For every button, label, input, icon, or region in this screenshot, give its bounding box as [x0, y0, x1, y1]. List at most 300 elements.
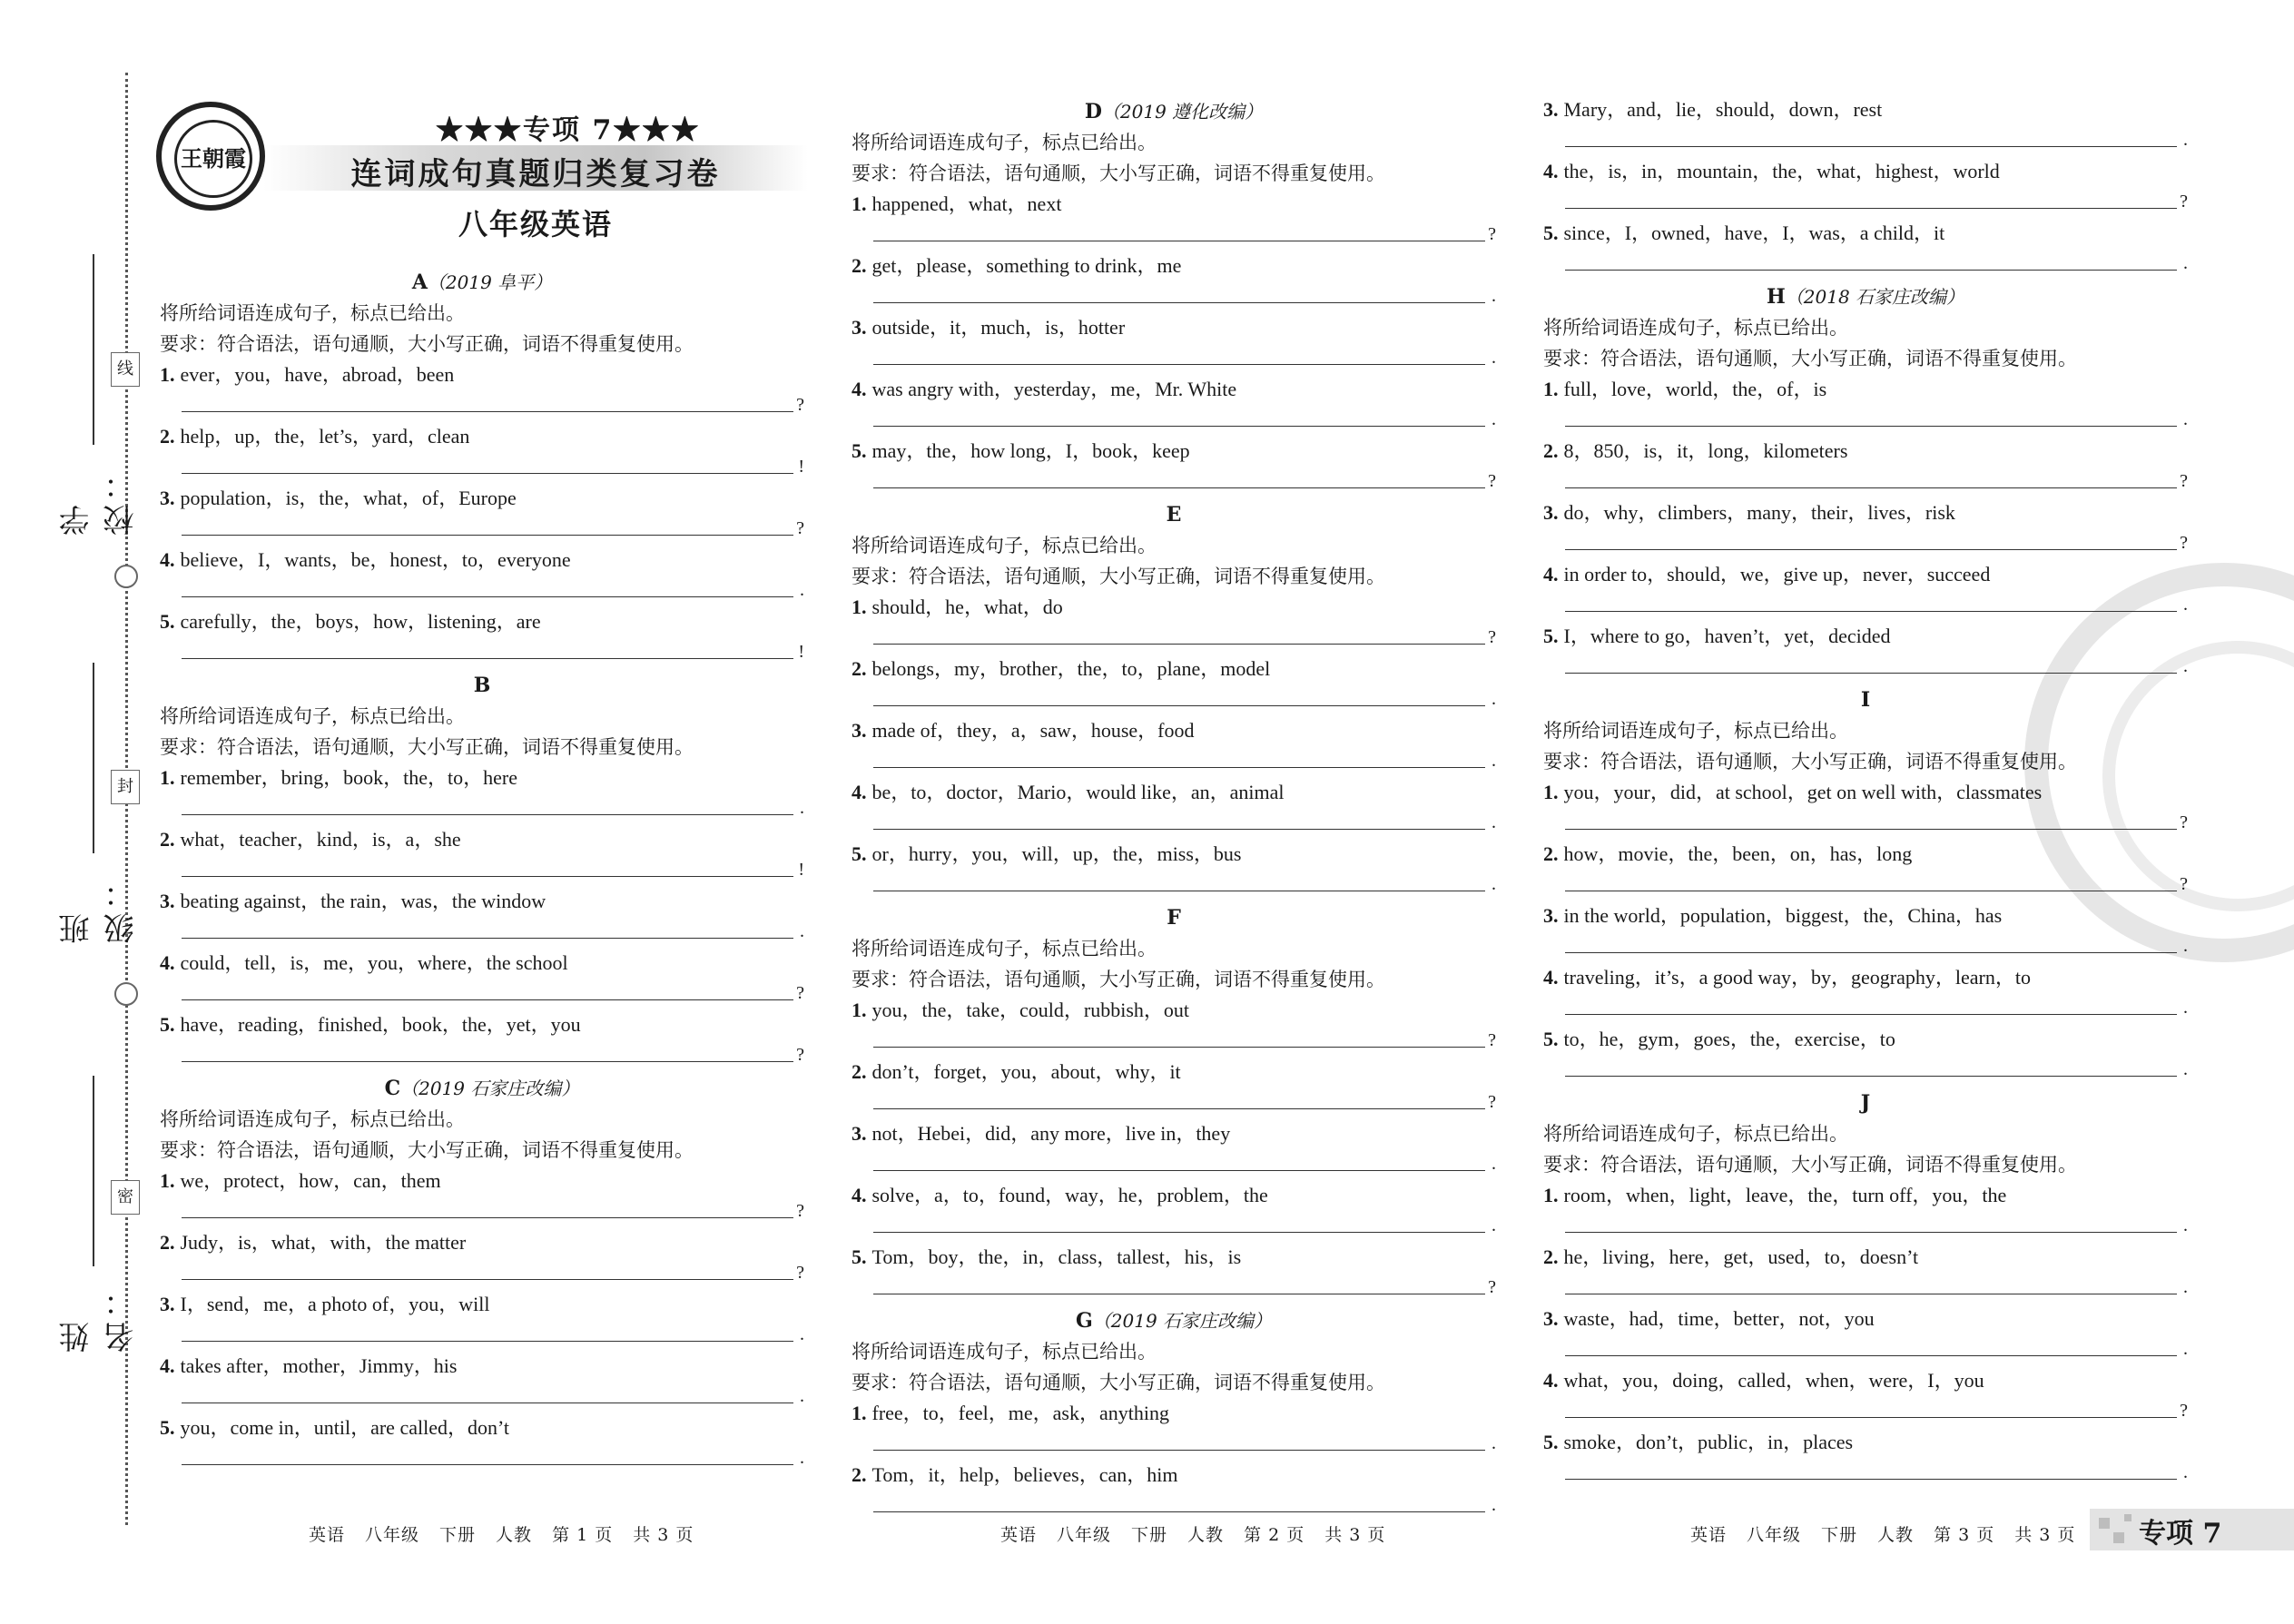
question-prompt	[852, 995, 1496, 1026]
end-punctuation: .	[1492, 348, 1496, 368]
answer-blank[interactable]	[873, 487, 1485, 488]
footer-item: 共 3 页	[2014, 1525, 2076, 1545]
answer-line[interactable]	[1543, 1396, 2188, 1427]
question-prompt	[160, 483, 804, 514]
instruction-text: 将所给词语连成句子，标点已给出。	[1543, 1123, 1848, 1145]
end-punctuation: .	[1492, 1154, 1496, 1174]
end-punctuation: .	[2183, 1277, 2188, 1297]
end-punctuation: .	[800, 580, 804, 600]
question-prompt	[852, 592, 1496, 623]
question-prompt	[160, 824, 804, 855]
section-source: （2019 石家庄改编）	[1092, 1310, 1273, 1332]
answer-line[interactable]	[160, 1443, 804, 1474]
question-words: I，send，me，a photo of，you，will	[180, 1293, 490, 1315]
instruction-text: 将所给词语连成句子，标点已给出。	[852, 1341, 1157, 1363]
section-heading	[160, 670, 804, 701]
answer-blank[interactable]	[182, 876, 793, 877]
requirement-text: 要求：符合语法，语句通顺，大小写正确，词语不得重复使用。	[852, 969, 1385, 990]
instruction-text: 将所给词语连成句子，标点已给出。	[852, 535, 1157, 556]
question-number: 4.	[1543, 563, 1559, 586]
class-label: 班级：	[59, 871, 140, 944]
question-prompt	[160, 886, 804, 917]
question-words: full，love，world，the，of，is	[1563, 378, 1827, 400]
answer-line[interactable]	[1543, 1273, 2188, 1304]
question-prompt	[1543, 901, 2188, 931]
question-number: 2.	[1543, 1245, 1559, 1268]
question-words: 8，850，is，it，long，kilometers	[1563, 439, 1848, 462]
answer-line[interactable]	[1543, 870, 2188, 901]
school-label: 学校：	[59, 463, 140, 536]
footer-page-1	[309, 1521, 714, 1546]
question-number: 5.	[852, 439, 867, 462]
footer-item: 人教	[1187, 1525, 1225, 1545]
end-punctuation: .	[800, 1448, 804, 1468]
answer-blank[interactable]	[182, 814, 793, 815]
footer-item: 八年级	[1057, 1525, 1112, 1545]
answer-blank[interactable]	[873, 1232, 1485, 1233]
answer-blank[interactable]	[182, 1061, 793, 1062]
instruction-text: 将所给词语连成句子，标点已给出。	[852, 938, 1157, 960]
question-number: 3.	[160, 890, 175, 912]
answer-line[interactable]	[852, 1149, 1496, 1180]
question-number: 2.	[852, 657, 867, 680]
question-prompt	[1543, 1304, 2188, 1334]
question-prompt	[160, 606, 804, 637]
question-prompt	[160, 763, 804, 793]
question-number: 5.	[852, 842, 867, 865]
question-number: 1.	[852, 192, 867, 215]
answer-line[interactable]	[160, 793, 804, 824]
question-number: 2.	[160, 1231, 175, 1254]
question-number: 4.	[1543, 1369, 1559, 1392]
end-punctuation: ?	[2180, 812, 2188, 832]
question-number: 4.	[852, 1184, 867, 1206]
answer-line[interactable]	[160, 1040, 804, 1071]
question-prompt	[160, 545, 804, 576]
footer-item: 英语	[309, 1525, 346, 1545]
question-number: 5.	[160, 1416, 175, 1439]
question-words: was angry with，yesterday，me，Mr. White	[871, 378, 1237, 400]
question-prompt	[160, 1289, 804, 1320]
question-prompt	[1543, 374, 2188, 405]
question-number: 2.	[852, 254, 867, 277]
question-number: 3.	[1543, 904, 1559, 927]
question-words: happened，what，next	[871, 192, 1062, 215]
section-letter: F	[1167, 906, 1181, 930]
column-2	[852, 94, 1496, 1521]
answer-blank[interactable]	[1565, 549, 2177, 550]
end-punctuation: .	[800, 1324, 804, 1344]
answer-line[interactable]	[160, 917, 804, 948]
question-number: 3.	[852, 316, 867, 339]
question-words: not，Hebei，did，any more，live in，they	[871, 1122, 1231, 1145]
question-prompt	[1543, 621, 2188, 652]
answer-line[interactable]	[852, 808, 1496, 839]
question-number: 5.	[160, 1013, 175, 1036]
section-heading	[1543, 1088, 2188, 1118]
end-punctuation: .	[2183, 1339, 2188, 1359]
question-words: belongs，my，brother，the，to，plane，model	[871, 657, 1271, 680]
footer-item: 共 3 页	[633, 1525, 694, 1545]
end-punctuation: ?	[1488, 1092, 1496, 1112]
question-prompt	[1543, 1427, 2188, 1458]
section-heading	[852, 96, 1496, 127]
answer-line[interactable]	[1543, 931, 2188, 962]
requirement-text: 要求：符合语法，语句通顺，大小写正确，词语不得重复使用。	[1543, 1154, 2077, 1176]
binding-hole	[114, 565, 138, 588]
question-prompt	[852, 654, 1496, 684]
class-line	[93, 663, 94, 853]
question-words: Tom，it，help，believes，can，him	[871, 1463, 1178, 1486]
end-punctuation: .	[1492, 1495, 1496, 1515]
section-heading	[160, 267, 804, 298]
question-words: should，he，what，do	[871, 595, 1063, 618]
question-words: beating against，the rain，was，the window	[180, 890, 546, 912]
end-punctuation: ?	[796, 1201, 804, 1221]
answer-line[interactable]	[160, 514, 804, 545]
answer-line[interactable]	[852, 343, 1496, 374]
answer-blank[interactable]	[873, 767, 1485, 768]
end-punctuation: !	[798, 457, 804, 477]
seal-char-secret: 密	[111, 1180, 140, 1215]
answer-blank[interactable]	[182, 535, 793, 536]
question-number: 3.	[1543, 501, 1559, 524]
answer-blank[interactable]	[873, 426, 1485, 427]
section-letter: I	[1860, 688, 1871, 712]
footer-item: 第 1 页	[552, 1525, 614, 1545]
answer-line[interactable]	[1543, 993, 2188, 1024]
section-heading	[1543, 684, 2188, 715]
topic-badge-text: 专项 7	[2139, 1518, 2222, 1550]
answer-blank[interactable]	[873, 829, 1485, 830]
question-number: 3.	[160, 1293, 175, 1315]
answer-blank[interactable]	[873, 364, 1485, 365]
answer-blank[interactable]	[1565, 146, 2177, 147]
end-punctuation: ?	[1488, 224, 1496, 244]
end-punctuation: .	[800, 798, 804, 818]
answer-blank[interactable]	[873, 302, 1485, 303]
answer-blank[interactable]	[1565, 1014, 2177, 1015]
answer-line[interactable]	[852, 1211, 1496, 1242]
answer-blank[interactable]	[1565, 1076, 2177, 1077]
question-prompt	[852, 1398, 1496, 1429]
question-words: or，hurry，you，will，up，the，miss，bus	[871, 842, 1242, 865]
question-words: made of，they，a，saw，house，food	[871, 719, 1195, 742]
instruction-text: 将所给词语连成句子，标点已给出。	[852, 132, 1157, 153]
question-prompt	[1543, 497, 2188, 528]
answer-line[interactable]	[852, 684, 1496, 715]
answer-blank[interactable]	[1565, 611, 2177, 612]
question-prompt	[852, 1460, 1496, 1491]
answer-line[interactable]	[160, 390, 804, 421]
answer-line[interactable]	[852, 746, 1496, 777]
end-punctuation: ?	[2180, 533, 2188, 553]
answer-line[interactable]	[1543, 652, 2188, 683]
question-words: Judy，is，what，with，the matter	[180, 1231, 467, 1254]
end-punctuation: ?	[1488, 1277, 1496, 1297]
question-number: 1.	[160, 766, 175, 789]
footer-item: 八年级	[1747, 1525, 1802, 1545]
end-punctuation: ?	[1488, 1030, 1496, 1050]
footer-item: 第 3 页	[1934, 1525, 1995, 1545]
answer-line[interactable]	[160, 979, 804, 1009]
footer-item: 人教	[496, 1525, 533, 1545]
answer-line[interactable]	[852, 1088, 1496, 1118]
end-punctuation: ?	[2180, 1401, 2188, 1421]
end-punctuation: .	[2183, 1216, 2188, 1235]
answer-blank[interactable]	[182, 938, 793, 939]
question-prompt	[160, 1009, 804, 1040]
answer-line[interactable]	[1543, 1055, 2188, 1086]
instruction-text: 将所给词语连成句子，标点已给出。	[1543, 720, 1848, 742]
answer-blank[interactable]	[1565, 673, 2177, 674]
answer-blank[interactable]	[1565, 829, 2177, 830]
question-words: have，reading，finished，book，the，yet，you	[180, 1013, 581, 1036]
question-words: free，to，feel，me，ask，anything	[871, 1402, 1169, 1424]
school-line	[93, 254, 94, 445]
instruction-text: 将所给词语连成句子，标点已给出。	[160, 302, 465, 324]
end-punctuation: ?	[2180, 874, 2188, 894]
end-punctuation: ?	[796, 983, 804, 1003]
answer-blank[interactable]	[182, 411, 793, 412]
answer-line[interactable]	[852, 1429, 1496, 1460]
question-prompt	[1543, 94, 2188, 125]
seal-char-seal: 封	[111, 770, 140, 804]
answer-line[interactable]	[160, 576, 804, 606]
answer-blank[interactable]	[873, 1511, 1485, 1512]
answer-blank[interactable]	[182, 1341, 793, 1342]
answer-blank[interactable]	[182, 1464, 793, 1465]
topic-tag: ★★★专项 7★★★	[436, 114, 701, 146]
requirement-text: 要求：符合语法，语句通顺，大小写正确，词语不得重复使用。	[852, 566, 1385, 587]
answer-line[interactable]	[160, 1382, 804, 1412]
answer-line[interactable]	[1543, 808, 2188, 839]
answer-line[interactable]	[1543, 405, 2188, 436]
section-letter: A	[411, 271, 428, 294]
answer-line[interactable]	[160, 1196, 804, 1227]
end-punctuation: ?	[796, 518, 804, 538]
answer-line[interactable]	[1543, 187, 2188, 218]
question-prompt	[160, 421, 804, 452]
answer-blank[interactable]	[1565, 487, 2177, 488]
question-prompt	[852, 436, 1496, 467]
question-words: the，is，in，mountain，the，what，highest，world	[1563, 160, 2000, 182]
section-letter: E	[1166, 503, 1182, 527]
requirement-text: 要求：符合语法，语句通顺，大小写正确，词语不得重复使用。	[852, 1372, 1385, 1393]
answer-blank[interactable]	[873, 644, 1485, 645]
question-prompt	[160, 1166, 804, 1196]
footer-item: 英语	[1690, 1525, 1728, 1545]
question-number: 5.	[852, 1245, 867, 1268]
question-prompt	[1543, 156, 2188, 187]
question-words: carefully，the，boys，how，listening，are	[180, 610, 541, 633]
question-prompt	[852, 1118, 1496, 1149]
question-number: 2.	[160, 425, 175, 448]
question-number: 2.	[852, 1463, 867, 1486]
answer-line[interactable]	[852, 870, 1496, 901]
question-words: what，teacher，kind，is，a，she	[180, 828, 461, 851]
footer-page-2	[1000, 1521, 1405, 1546]
answer-blank[interactable]	[1565, 1232, 2177, 1233]
requirement-text: 要求：符合语法，语句通顺，大小写正确，词语不得重复使用。	[160, 1139, 694, 1161]
end-punctuation: .	[1492, 874, 1496, 894]
requirement-text: 要求：符合语法，语句通顺，大小写正确，词语不得重复使用。	[160, 333, 694, 355]
answer-line[interactable]	[1543, 1211, 2188, 1242]
answer-line[interactable]	[1543, 467, 2188, 497]
badge-decor	[2124, 1514, 2132, 1521]
question-number: 1.	[160, 363, 175, 386]
answer-line[interactable]	[852, 623, 1496, 654]
question-number: 1.	[852, 1402, 867, 1424]
question-number: 1.	[852, 999, 867, 1021]
answer-line[interactable]	[160, 637, 804, 668]
answer-line[interactable]	[1543, 528, 2188, 559]
answer-blank[interactable]	[182, 1217, 793, 1218]
question-words: outside，it，much，is，hotter	[871, 316, 1126, 339]
question-words: believe，I，wants，be，honest，to，everyone	[180, 548, 571, 571]
question-prompt	[160, 359, 804, 390]
answer-blank[interactable]	[182, 596, 793, 597]
answer-line[interactable]	[1543, 249, 2188, 280]
question-prompt	[852, 715, 1496, 746]
question-number: 4.	[160, 1354, 175, 1377]
answer-blank[interactable]	[873, 1450, 1485, 1451]
end-punctuation: .	[2183, 595, 2188, 615]
section-source: （2019 阜平）	[427, 271, 553, 293]
requirement-text: 要求：符合语法，语句通顺，大小写正确，词语不得重复使用。	[1543, 751, 2077, 773]
question-words: you，come in，until，are called，don’t	[180, 1416, 510, 1439]
section-heading	[852, 1305, 1496, 1336]
answer-blank[interactable]	[182, 999, 793, 1000]
column-3	[1543, 94, 2188, 1489]
question-words: waste，had，time，better，not，you	[1563, 1307, 1875, 1330]
question-words: do，why，climbers，many，their，lives，risk	[1563, 501, 1955, 524]
answer-blank[interactable]	[1565, 270, 2177, 271]
question-number: 1.	[160, 1169, 175, 1192]
section-source: （2019 遵化改编）	[1101, 101, 1264, 123]
answer-line[interactable]	[160, 1258, 804, 1289]
requirement-text: 要求：符合语法，语句通顺，大小写正确，词语不得重复使用。	[1543, 348, 2077, 369]
footer-item: 英语	[1000, 1525, 1038, 1545]
answer-line[interactable]	[852, 220, 1496, 251]
question-words: population，is，the，what，of，Europe	[180, 487, 517, 509]
question-number: 1.	[1543, 781, 1559, 803]
section-heading	[1543, 281, 2188, 312]
question-number: 4.	[852, 781, 867, 803]
answer-blank[interactable]	[1565, 208, 2177, 209]
question-number: 3.	[852, 1122, 867, 1145]
answer-line[interactable]	[1543, 125, 2188, 156]
answer-blank[interactable]	[182, 473, 793, 474]
question-prompt	[160, 948, 804, 979]
answer-line[interactable]	[852, 467, 1496, 497]
end-punctuation: ?	[2180, 192, 2188, 212]
publisher-logo	[156, 102, 265, 211]
section-letter: G	[1075, 1309, 1093, 1333]
footer-item: 下册	[1821, 1525, 1858, 1545]
answer-blank[interactable]	[873, 1108, 1485, 1109]
answer-blank[interactable]	[1565, 952, 2177, 953]
question-words: could，tell，is，me，you，where，the school	[180, 951, 568, 974]
logo-text: 王朝霞	[174, 120, 252, 198]
question-words: traveling，it’s，a good way，by，geography，learn，to	[1563, 966, 2031, 989]
question-number: 5.	[160, 610, 175, 633]
section-source: （2019 石家庄改编）	[400, 1078, 580, 1099]
answer-line[interactable]	[852, 1491, 1496, 1521]
end-punctuation: .	[1492, 1433, 1496, 1453]
question-prompt	[852, 312, 1496, 343]
answer-blank[interactable]	[1565, 426, 2177, 427]
answer-line[interactable]	[1543, 590, 2188, 621]
section-letter: B	[473, 674, 491, 697]
answer-blank[interactable]	[182, 1279, 793, 1280]
section-heading	[852, 499, 1496, 530]
answer-line[interactable]	[1543, 1458, 2188, 1489]
answer-blank[interactable]	[873, 1047, 1485, 1048]
question-words: how，movie，the，been，on，has，long	[1563, 842, 1913, 865]
answer-line[interactable]	[852, 1273, 1496, 1304]
question-number: 1.	[1543, 1184, 1559, 1206]
section-letter: J	[1860, 1091, 1871, 1115]
name-label: 姓名：	[59, 1280, 140, 1353]
answer-blank[interactable]	[182, 658, 793, 659]
footer-item: 下册	[1131, 1525, 1168, 1545]
answer-blank[interactable]	[1565, 1479, 2177, 1480]
answer-line[interactable]	[852, 1026, 1496, 1057]
question-words: what，you，doing，called，when，were，I，you	[1563, 1369, 1984, 1392]
question-words: since，I，owned，have，I，was，a child，it	[1563, 221, 1945, 244]
question-prompt	[160, 1227, 804, 1258]
question-number: 3.	[1543, 1307, 1559, 1330]
answer-blank[interactable]	[1565, 1355, 2177, 1356]
question-words: may，the，how long，I，book，keep	[871, 439, 1190, 462]
answer-line[interactable]	[1543, 1334, 2188, 1365]
answer-line[interactable]	[160, 1320, 804, 1351]
question-number: 4.	[852, 378, 867, 400]
question-prompt	[1543, 559, 2188, 590]
end-punctuation: ?	[1488, 471, 1496, 491]
instruction-text: 将所给词语连成句子，标点已给出。	[160, 1108, 465, 1130]
name-line	[93, 1076, 94, 1266]
question-words: solve，a，to，found，way，he，problem，the	[871, 1184, 1268, 1206]
section-letter: H	[1766, 285, 1786, 309]
section-letter: C	[384, 1077, 401, 1100]
instruction-text: 将所给词语连成句子，标点已给出。	[160, 705, 465, 727]
question-prompt	[852, 189, 1496, 220]
requirement-text: 要求：符合语法，语句通顺，大小写正确，词语不得重复使用。	[160, 736, 694, 758]
question-prompt	[852, 777, 1496, 808]
answer-line[interactable]	[160, 452, 804, 483]
end-punctuation: .	[800, 921, 804, 941]
answer-line[interactable]	[852, 405, 1496, 436]
seal-char-line: 线	[111, 352, 140, 387]
answer-blank[interactable]	[873, 705, 1485, 706]
answer-line[interactable]	[160, 855, 804, 886]
question-number: 3.	[160, 487, 175, 509]
question-words: takes after，mother，Jimmy，his	[180, 1354, 458, 1377]
answer-line[interactable]	[852, 281, 1496, 312]
footer-item: 下册	[439, 1525, 477, 1545]
question-words: I，where to go，haven’t，yet，decided	[1563, 625, 1891, 647]
end-punctuation: .	[2183, 936, 2188, 956]
end-punctuation: .	[1492, 689, 1496, 709]
end-punctuation: ?	[796, 395, 804, 415]
end-punctuation: .	[800, 1386, 804, 1406]
answer-blank[interactable]	[1565, 1417, 2177, 1418]
answer-blank[interactable]	[873, 1170, 1485, 1171]
question-number: 5.	[1543, 1431, 1559, 1453]
question-words: we，protect，how，can，them	[180, 1169, 441, 1192]
